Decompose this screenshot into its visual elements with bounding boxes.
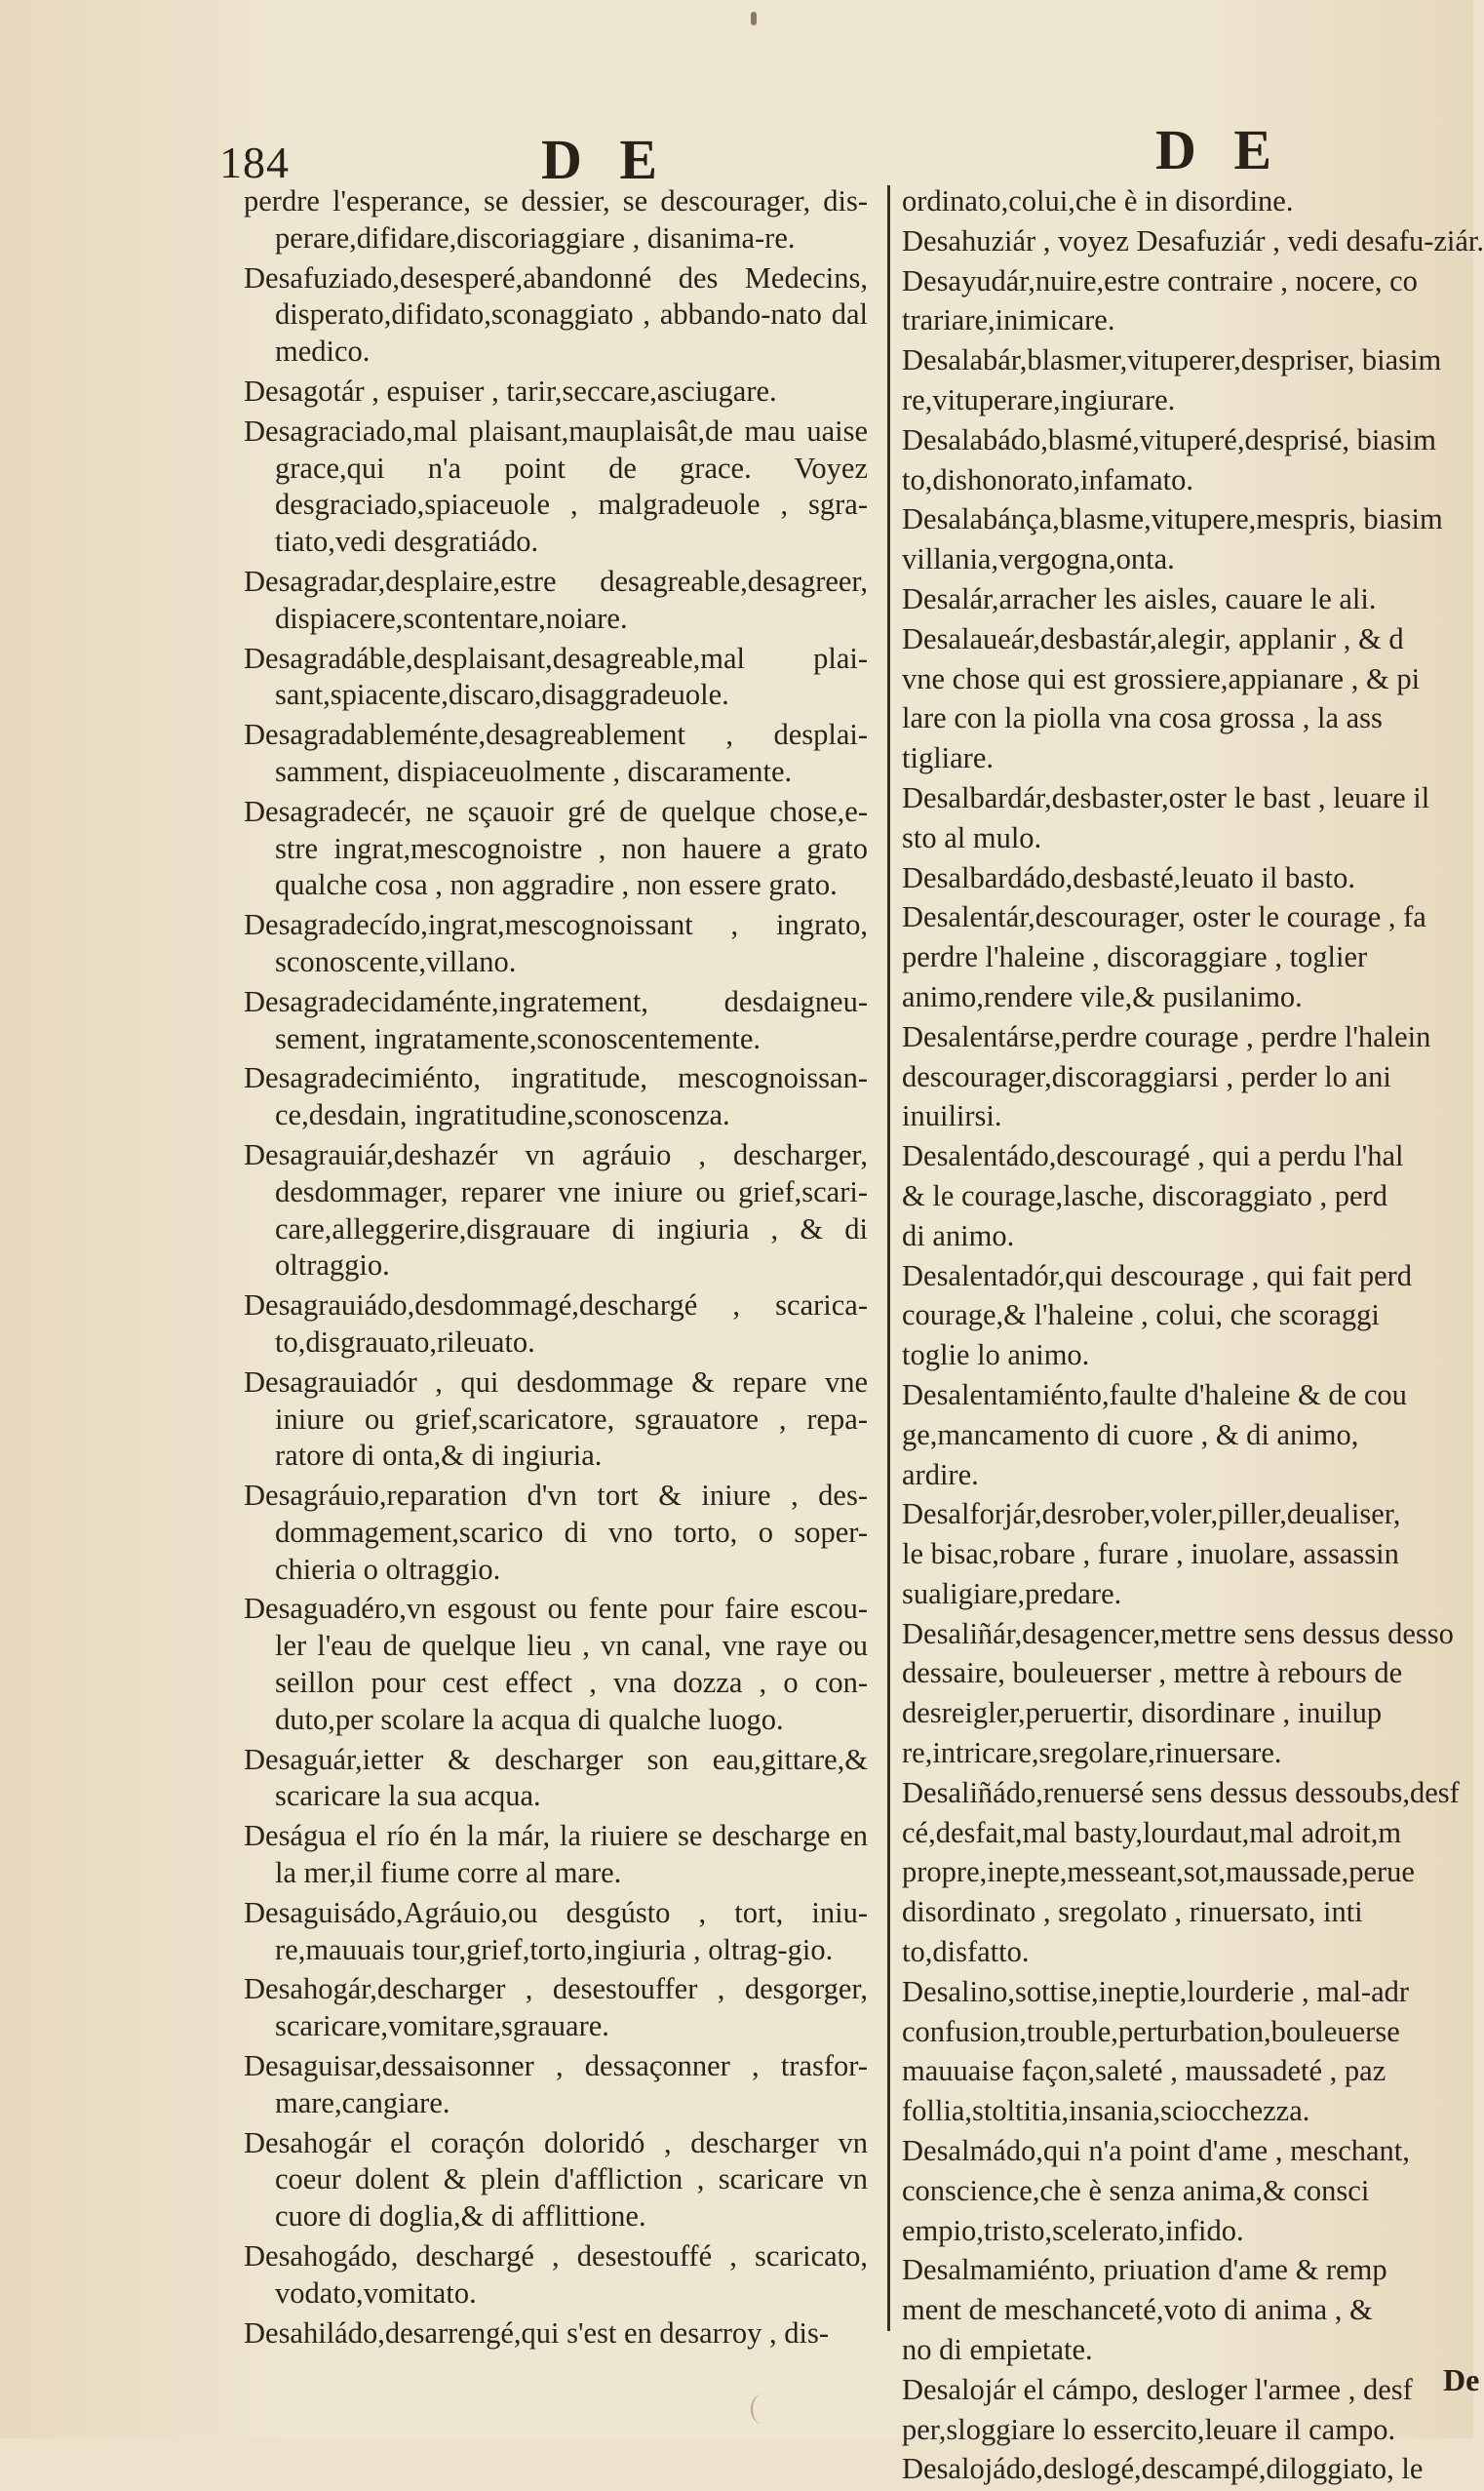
- dictionary-line: Desalbardádo,desbasté,leuato il basto.: [902, 860, 1355, 894]
- dictionary-line: Desahuziár , voyez Desafuziár , vedi desafu-ziár.: [902, 223, 1484, 257]
- dictionary-line: Desalabádo,blasmé,vituperé,desprisé, biasim: [902, 422, 1436, 456]
- dictionary-line: Desalentádo,descouragé , qui a perdu l'hal: [902, 1139, 1404, 1173]
- dictionary-line: Desalojádo,deslogé,descampé,diloggiato, le: [902, 2452, 1424, 2486]
- dictionary-line: Desalentadór,qui descourage , qui fait perd: [902, 1258, 1413, 1292]
- dictionary-line: ment de meschanceté,voto di anima , &: [902, 2293, 1373, 2327]
- right-column: [902, 183, 1484, 2491]
- dictionary-line: vne chose qui est grossiere,appianare , & pi: [902, 661, 1421, 695]
- dictionary-line: Desalár,arracher les aisles, cauare le ali.: [902, 581, 1377, 615]
- dictionary-line: sto al mulo.: [902, 820, 1042, 854]
- dictionary-entry: Desagrauiár,deshazér vn agráuio , descharger, desdommager, reparer vne iniure ou grief,scari-care,alleggerire,disgrauare di ingiuria , & di oltraggio.: [244, 1137, 868, 1283]
- dictionary-entry: Desagradecér, ne sçauoir gré de quelque chose,e-stre ingrat,mescognoistre , non hauere a grato qualche cosa , non aggradire , non essere grato.: [244, 794, 868, 902]
- dictionary-line: follia,stoltitia,insania,sciocchezza.: [902, 2094, 1310, 2128]
- dictionary-line: disordinato , sregolato , rinuersato, inti: [902, 1895, 1363, 1929]
- dictionary-line: courage,& l'haleine , colui, che scoraggi: [902, 1298, 1380, 1332]
- dictionary-line: Desalentár,descourager, oster le courage , fa: [902, 900, 1426, 934]
- dictionary-line: Desalojár el cámpo, desloger l'armee , desf: [902, 2372, 1413, 2406]
- dictionary-line: ge,mancamento di cuore , & di animo,: [902, 1417, 1359, 1451]
- page-number: 184: [219, 138, 290, 187]
- running-head-right: D E: [1155, 118, 1284, 181]
- dictionary-entry: Desagradar,desplaire,estre desagreable,desagreer, dispiacere,scontentare,noiare.: [244, 564, 868, 635]
- dictionary-entry: Desaguár,ietter & descharger son eau,gittare,& scaricare la sua acqua.: [244, 1742, 868, 1813]
- dictionary-line: le bisac,robare , furare , inuolare, assassin: [902, 1537, 1399, 1571]
- dictionary-line: Desalmamiénto, priuation d'ame & remp: [902, 2253, 1387, 2287]
- dictionary-line: empio,tristo,scelerato,infido.: [902, 2213, 1244, 2247]
- dictionary-line: Desalbardár,desbaster,oster le bast , leuare il: [902, 780, 1430, 814]
- running-head-left: D E: [541, 128, 670, 191]
- catchword: De: [1443, 2362, 1480, 2397]
- dictionary-line: to,disfatto.: [902, 1935, 1030, 1969]
- dictionary-line: animo,rendere vile,& pusilanimo.: [902, 979, 1303, 1013]
- dictionary-entry: Desahogár,descharger , desestouffer , desgorger, scaricare,vomitare,sgrauare.: [244, 1972, 868, 2043]
- dictionary-line: Desalabár,blasmer,vituperer,despriser, biasim: [902, 343, 1442, 377]
- dictionary-entry: Desagotár , espuiser , tarir,seccare,asciugare.: [244, 374, 777, 408]
- dictionary-line: lare con la piolla vna cosa grossa , la ass: [902, 701, 1383, 735]
- dictionary-line: sualigiare,predare.: [902, 1576, 1122, 1610]
- dictionary-line: Desalabánça,blasme,vitupere,mespris, biasim: [902, 502, 1443, 536]
- dictionary-line: conscience,che è senza anima,& consci: [902, 2173, 1370, 2207]
- dictionary-entry: Desagradecimiénto, ingratitude, mescognoissan-ce,desdain, ingratitudine,sconoscenza.: [244, 1061, 868, 1132]
- dictionary-entry: Desagrauiádo,desdommagé,deschargé , scarica-to,disgrauato,rileuato.: [244, 1288, 868, 1359]
- dictionary-line: dessaire, bouleuerser , mettre à rebours de: [902, 1656, 1403, 1690]
- dictionary-entry: Desafuziado,desesperé,abandonné des Medecins, disperato,difidato,sconaggiato , abbando-nato dal medico.: [244, 260, 868, 369]
- dictionary-entry: Desaguadéro,vn esgoust ou fente pour faire escou-ler l'eau de quelque lieu , vn canal, vne raye ou seillon pour cest effect , vna dozza , o con-duto,per scolare la acqua di qualche luogo.: [244, 1592, 868, 1736]
- dictionary-line: desreigler,peruertir, disordinare , inuilup: [902, 1696, 1383, 1730]
- dictionary-entry: Desagradecidaménte,ingratement, desdaigneu-sement, ingratamente,sconoscentemente.: [244, 984, 868, 1055]
- dictionary-line: descourager,discoraggiarsi , perder lo ani: [902, 1059, 1391, 1093]
- dictionary-entry: Desagradecído,ingrat,mescognoissant , ingrato, sconoscente,villano.: [244, 908, 868, 978]
- dictionary-line: to,dishonorato,infamato.: [902, 462, 1194, 496]
- dictionary-line: ardire.: [902, 1457, 979, 1491]
- dictionary-entry: Desagraciado,mal plaisant,mauplaisât,de mau uaise grace,qui n'a point de grace. Voyez desgraciado,spiaceuole , malgradeuole , sgra-tiato,vedi desgratiádo.: [244, 414, 868, 559]
- dictionary-entry: Desahogádo, deschargé , desestouffé , scaricato, vodato,vomitato.: [244, 2239, 868, 2310]
- dictionary-line: toglie lo animo.: [902, 1338, 1090, 1372]
- dictionary-line: trariare,inimicare.: [902, 303, 1115, 337]
- dictionary-line: villania,vergogna,onta.: [902, 542, 1175, 576]
- dictionary-entry: Desahogár el coraçón doloridó , descharger vn coeur dolent & plein d'affliction , scaricare vn cuore di doglia,& di afflittione.: [244, 2125, 868, 2234]
- dictionary-line: Desalforjár,desrober,voler,piller,deualiser,: [902, 1497, 1401, 1531]
- dictionary-line: ordinato,colui,che è in disordine.: [902, 184, 1294, 217]
- dictionary-entry: Desagradableménte,desagreablement , desplai-samment, dispiaceuolmente , discaramente.: [244, 718, 868, 788]
- dictionary-entry: Desaguisar,dessaisonner , dessaçonner , trasfor-mare,cangiare.: [244, 2049, 868, 2119]
- paper-mark: [751, 2394, 772, 2424]
- dictionary-line: Desayudár,nuire,estre contraire , nocere, co: [902, 263, 1418, 297]
- dictionary-entry: Desagráuio,reparation d'vn tort & iniure , des-dommagement,scarico di vno torto, o soper-chieria o oltraggio.: [244, 1479, 868, 1586]
- dictionary-line: Desalino,sottise,ineptie,lourderie , mal-adr: [902, 1974, 1410, 2008]
- dictionary-entry: Desahiládo,desarrengé,qui s'est en desarroy , dis-: [244, 2315, 830, 2350]
- dictionary-line: & le courage,lasche, discoraggiato , perd: [902, 1178, 1387, 1212]
- dictionary-line: tigliare.: [902, 741, 995, 775]
- dictionary-line: inuilirsi.: [902, 1099, 1002, 1133]
- column-rule: [887, 185, 890, 2331]
- dictionary-line: re,vituperare,ingiurare.: [902, 382, 1176, 416]
- dictionary-line: re,intricare,sregolare,rinuersare.: [902, 1736, 1282, 1770]
- dictionary-line: per,sloggiare lo essercito,leuare il campo.: [902, 2412, 1396, 2446]
- left-column: [244, 183, 868, 2354]
- dictionary-entry: perdre l'esperance, se dessier, se descourager, dis-perare,difidare,discoriaggiare , disanima-re.: [244, 184, 868, 255]
- dictionary-line: Desalmádo,qui n'a point d'ame , meschant,: [902, 2134, 1410, 2168]
- dictionary-entry: Deságua el río én la már, la riuiere se descharge en la mer,il fiume corre al mare.: [244, 1819, 868, 1890]
- dictionary-entry: Desagrauiadór , qui desdommage & repare vne iniure ou grief,scaricatore, sgrauatore , repa-ratore di onta,& di ingiuria.: [244, 1364, 868, 1473]
- dictionary-line: Desalentárse,perdre courage , perdre l'halein: [902, 1019, 1431, 1053]
- dictionary-entry: Desagradáble,desplaisant,desagreable,mal plai-sant,spiacente,discaro,disaggradeuole.: [244, 641, 868, 712]
- dictionary-line: Desalentamiénto,faulte d'haleine & de cou: [902, 1377, 1407, 1411]
- dictionary-line: Desaliñádo,renuersé sens dessus dessoubs,desf: [902, 1775, 1460, 1809]
- dictionary-line: no di empietate.: [902, 2333, 1093, 2367]
- dictionary-line: propre,inepte,messeant,sot,maussade,perue: [902, 1855, 1415, 1889]
- dictionary-line: mauuaise façon,saleté , maussadeté , paz: [902, 2054, 1386, 2088]
- dictionary-entry: Desaguisádo,Agráuio,ou desgústo , tort, iniu-re,mauuais tour,grief,torto,ingiuria , oltrag-gio.: [244, 1895, 868, 1966]
- dictionary-line: cé,desfait,mal basty,lourdaut,mal adroit,m: [902, 1815, 1402, 1849]
- dictionary-line: di animo.: [902, 1218, 1015, 1252]
- dictionary-line: confusion,trouble,perturbation,bouleuerse: [902, 2014, 1400, 2048]
- dictionary-line: Desalaueár,desbastár,alegir, applanir , & d: [902, 621, 1404, 655]
- ink-mark: [751, 12, 757, 25]
- dictionary-line: Desaliñár,desagencer,mettre sens dessus desso: [902, 1616, 1454, 1650]
- dictionary-line: perdre l'haleine , discoraggiare , toglier: [902, 940, 1368, 974]
